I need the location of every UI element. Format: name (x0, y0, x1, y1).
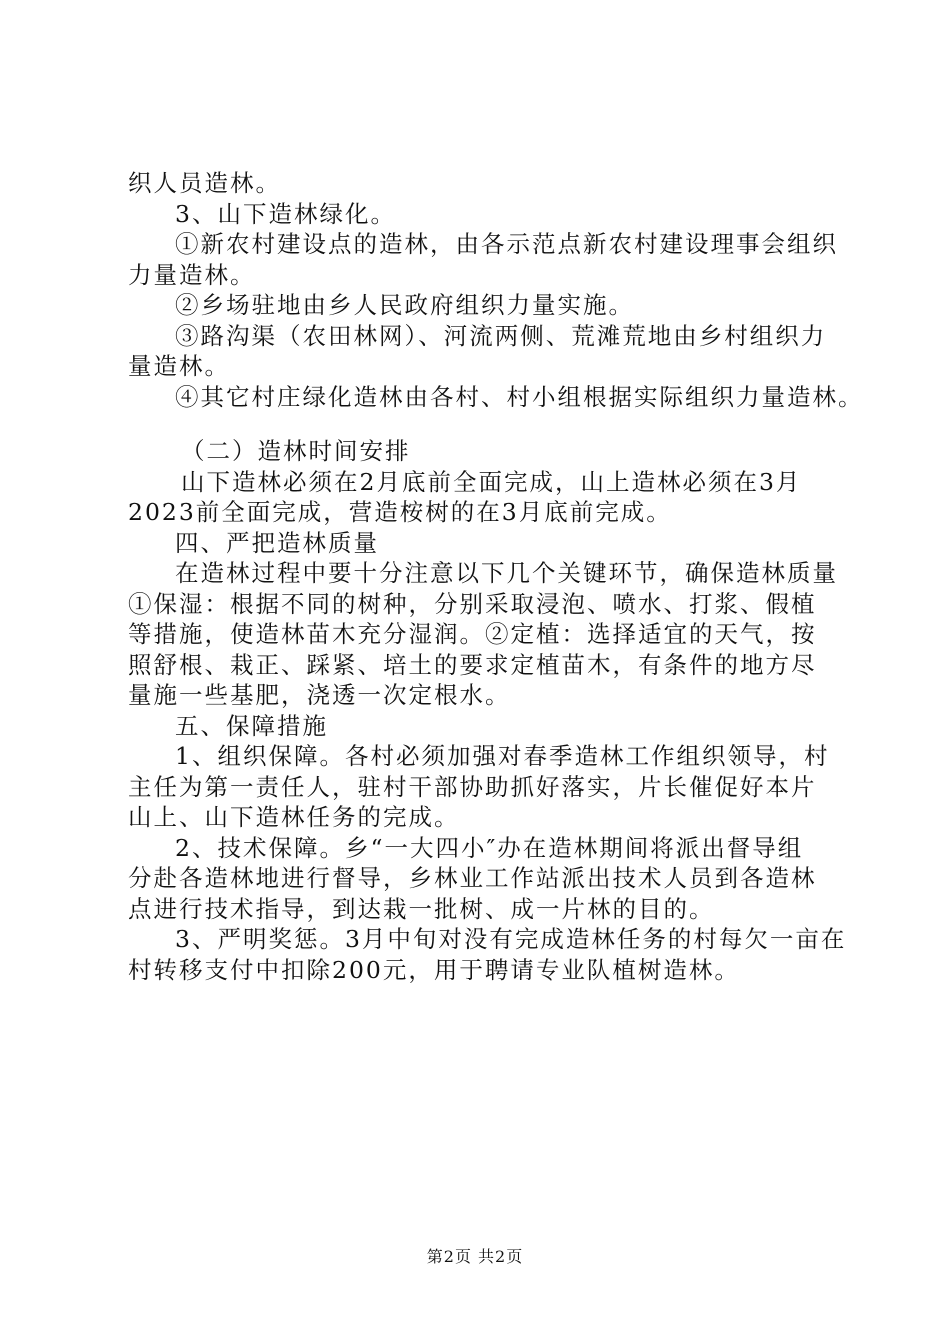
text-line: 2023前全面完成，营造桉树的在3月底前完成。 (128, 498, 672, 526)
section-heading: 四、严把造林质量 (175, 528, 379, 557)
document-body (128, 168, 864, 985)
text-line: 1、组织保障。各村必须加强对春季造林工作组织领导，村 (175, 742, 830, 770)
text-line: 3、严明奖惩。3月中旬对没有完成造林任务的村每欠一亩在 (175, 925, 847, 953)
page-number-footer: 第2页 共2页 (426, 1247, 524, 1266)
text-line: ①新农村建设点的造林，由各示范点新农村建设理事会组织 (175, 230, 838, 258)
text-line: 山上、山下造林任务的完成。 (128, 803, 460, 831)
text-line: 量施一些基肥，浇透一次定根水。 (128, 681, 511, 709)
text-line: 照舒根、栽正、踩紧、培土的要求定植苗木，有条件的地方尽 (128, 650, 817, 679)
text-line: ②乡场驻地由乡人民政府组织力量实施。 (175, 291, 634, 319)
paragraph-gap (128, 412, 840, 436)
text-line: 主任为第一责任人，驻村干部协助抓好落实，片长催促好本片 (128, 772, 817, 801)
text-line: 量造林。 (128, 352, 230, 380)
text-line: 等措施，使造林苗木充分湿润。②定植：选择适宜的天气，按 (128, 620, 817, 648)
text-line: ①保湿：根据不同的树种，分别采取浸泡、喷水、打浆、假植 (128, 589, 817, 618)
text-line: 点进行技术指导，到达栽一批树、成一片林的目的。 (128, 894, 715, 923)
text-line: 村转移支付中扣除200元，用于聘请专业队植树造林。 (128, 955, 740, 984)
text-line: 力量造林。 (128, 260, 256, 289)
text-line: 在造林过程中要十分注意以下几个关键环节，确保造林质量 (175, 559, 838, 587)
text-line: ④其它村庄绿化造林由各村、村小组根据实际组织力量造林。 (175, 382, 864, 411)
section-heading: 3、山下造林绿化。 (175, 199, 396, 228)
text-line: 2、技术保障。乡“一大四小″办在造林期间将派出督导组 (175, 833, 804, 862)
text-line: ③路沟渠（农田林网）、河流两侧、荒滩荒地由乡村组织力 (175, 321, 827, 350)
section-heading: （二）造林时间安排 (181, 437, 411, 465)
text-line: 分赴各造林地进行督导，乡林业工作站派出技术人员到各造林 (128, 864, 817, 892)
text-line: 织人员造林。 (128, 169, 281, 197)
text-line: 山下造林必须在2月底前全面完成，山上造林必须在3月 (181, 467, 802, 496)
section-heading: 五、保障措施 (175, 711, 328, 740)
